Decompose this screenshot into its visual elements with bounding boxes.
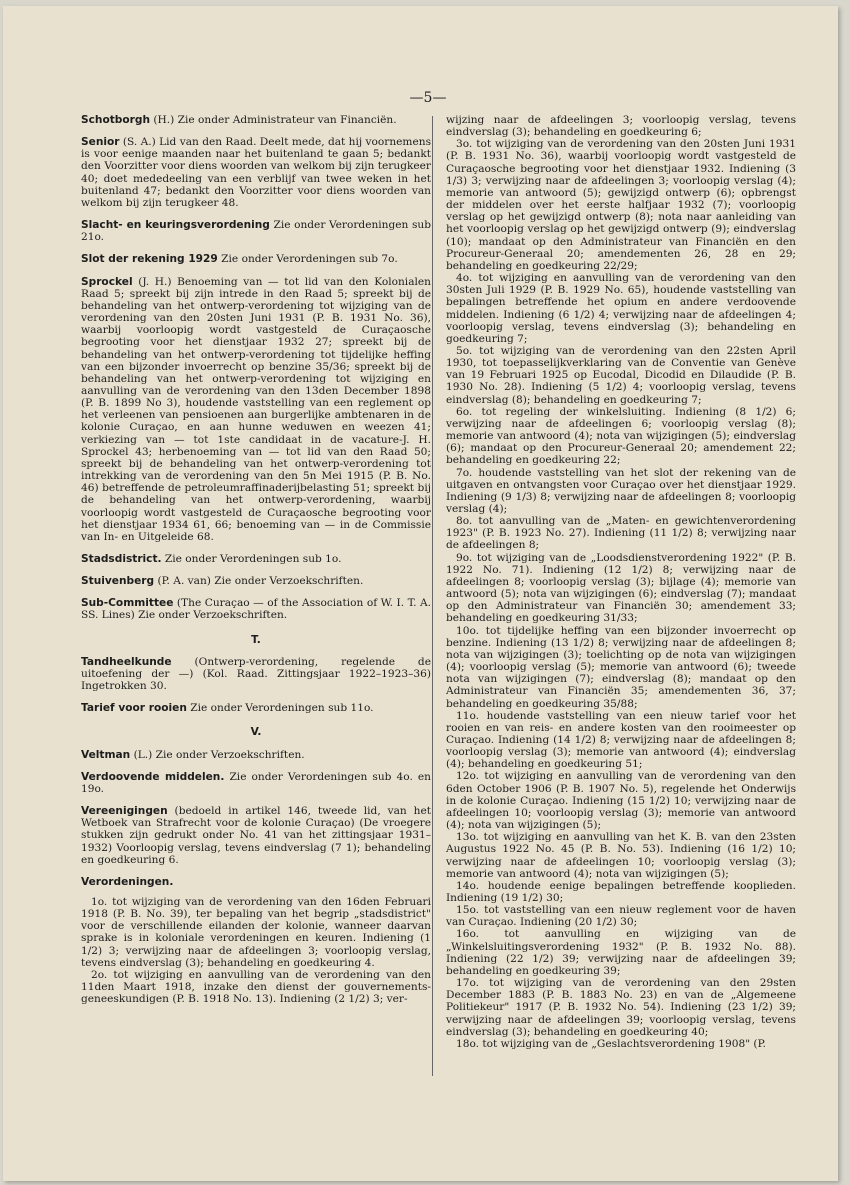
- column-divider: [432, 116, 433, 1076]
- index-entry: Sprockel (J. H.) Benoeming van — tot lid van den Kolonialen Raad 5; spreekt bij zijn intrede in den Raad 5; spreekt bij de behandeling van het ontwerp-verordening tot wijziging van de verordening van den 20sten Juni 1931 (P. B. 1931 No. 36), waarbij voorloopig wordt vastgesteld de Curaçaosche begrooting voor het dienstjaar 1932 27; spreekt bij de behandeling van het ontwerp-verordening tot tijdelijke heffing van een bijzonder invoerrecht op benzine 35/36; spreekt bij de behandeling van het ontwerp-verordening tot wijziging en aanvulling van de verordening van den 13den December 1898 (P. B. 1899 No 3), houdende vaststelling van een reglement op het verleenen van pensioenen aan burgerlijke ambtenaren in de kolonie Curaçao, en aan hunne weduwen en weezen 41; verkiezing van — tot 1ste candidaat in de vacature-J. H. Sprockel 43; herbenoeming van — tot lid van den Raad 50; spreekt bij de behandeling van het ontwerp-verordening tot intrekking van de verordening van den 5n Mei 1915 (P. B. No. 46) betreffende de petroleumraffinaderijbelasting 51; spreekt bij de behandeling van het ontwerp-verordening, waarbij voorloopig wordt vastgesteld de Curaçaosche begrooting voor het dienstjaar 1934 61, 66; benoeming van — in de Commissie van In- en Uitgeleide 68.: [81, 275, 431, 543]
- list-item: 14o. houdende eenige bepalingen betreffende kooplieden. Indiening (19 1/2) 30;: [446, 879, 796, 904]
- list-item: 15o. tot vaststelling van een nieuw reglement voor de haven van Curaçao. Indiening (20 1/2) 30;: [446, 904, 796, 929]
- list-item: 16o. tot aanvulling en wijziging van de „Winkelsluitingsverordening 1932" (P. B. 1932 No. 88). Indiening (22 1/2) 39; verwijzing naar de afdeelingen 39; behandeling en goedkeuring 39;: [446, 928, 796, 977]
- index-entry: Senior (S. A.) Lid van den Raad. Deelt mede, dat hij voornemens is voor eenige maanden naar het buitenland te gaan 5; bedankt den Voorzitter voor diens woorden van welkom bij zijn terugkeer 40; doet mededeeling van een verblijf van twee weken in het buitenland 47; bedankt den Voorzitter voor diens woorden van welkom bij zijn terugkeer 48.: [81, 136, 432, 209]
- index-entry: Schotborgh (H.) Zie onder Administrateur van Financiën.: [81, 114, 397, 126]
- list-item: 8o. tot aanvulling van de „Maten- en gewichtenverordening 1923" (P. B. 1923 No. 27). Indiening (11 1/2) 8; verwijzing naar de afdeelingen 8;: [446, 515, 796, 552]
- index-entry: Vereenigingen (bedoeld in artikel 146, tweede lid, van het Wetboek van Strafrecht voor de kolonie Curaçao) (De vroegere stukken zijn gedrukt onder No. 41 van het zittingsjaar 1931–1932) Voorloopig verslag, tevens eindverslag (7 1); behandeling en goedkeuring 6.: [81, 805, 431, 866]
- list-item: 9o. tot wijziging van de „Loodsdienstverordening 1922" (P. B. 1922 No. 71). Indiening (12 1/2) 8; verwijzing naar de afdeelingen 8; voorloopig verslag (3); bijlage (4); memorie van antwoord (5); nota van wijzigingen (6); eindverslag (7); mandaat op den Administrateur van Financiën 30; amendement 33; behandeling en goedkeuring 31/33;: [446, 551, 796, 625]
- list-item: 11o. houdende vaststelling van een nieuw tarief voor het rooien en van reis- en andere kosten van den rooimeester op Curaçao. Indiening (14 1/2) 8; verwijzing naar de afdeelingen 8; voorloopig verslag (3); memorie van antwoord (4); eindverslag (4); behandeling en goedkeuring 51;: [446, 709, 796, 771]
- index-entry: Tarief voor rooien Zie onder Verordeningen sub 11o.: [81, 702, 374, 715]
- page-number: —5—: [409, 90, 447, 106]
- list-item: 4o. tot wijziging en aanvulling van de verordening van den 30sten Juli 1929 (P. B. 1929 No. 65), houdende vaststelling van bepalingen betreffende het opium en andere verdoovende middelen. Indiening (6 1/2) 4; verwijzing naar de afdeelingen 4; voorloopig verslag, tevens eindverslag (3); behandeling en goedkeuring 7;: [446, 272, 796, 345]
- right-column: [446, 114, 796, 1050]
- list-item: 17o. tot wijziging van de verordening van den 29sten December 1883 (P. B. 1883 No. 23) en van de „Algemeene Politiekeur" 1917 (P. B. 1932 No. 54). Indiening (23 1/2) 39; verwijzing naar de afdeelingen 39; voorloopig verslag, tevens eindverslag (3); behandeling en goedkeuring 40;: [446, 977, 796, 1038]
- list-item-continued: wijzing naar de afdeelingen 3; voorloopig verslag, tevens eindverslag (3); behandeling en goedkeuring 6;: [446, 114, 796, 139]
- list-item: 6o. tot regeling der winkelsluiting. Indiening (8 1/2) 6; verwijzing naar de afdeelingen 6; voorloopig verslag (8); memorie van antwoord (4); nota van wijzigingen (5); eindverslag (6); mandaat op den Procureur-Generaal 20; amendement 22; behandeling en goedkeuring 22;: [446, 405, 796, 467]
- left-column: [81, 114, 431, 1005]
- index-entry: Verdoovende middelen. Zie onder Verordeningen sub 4o. en 19o.: [81, 770, 431, 795]
- list-item: 13o. tot wijziging en aanvulling van het K. B. van den 23sten Augustus 1922 No. 45 (P. B. No. 53). Indiening (16 1/2) 10; verwijzing naar de afdeelingen 10; voorloopig verslag (3); memorie van antwoord (4); nota van wijzigingen (5);: [446, 831, 796, 880]
- list-item: 3o. tot wijziging van de verordening van den 20sten Juni 1931 (P. B. 1931 No. 36), waarbij voorloopig wordt vastgesteld de Curaçaosche begrooting voor het dienstjaar 1932. Indiening (3 1/3) 3; verwijzing naar de afdeelingen 3; voorloopig verslag (4); memorie van antwoord (5); gewijzigd ontwerp (6); opbrengst der middelen over het eerste halfjaar 1932 (7); voorloopig verslag op het gewijzigd ontwerp (8); nota naar aanleiding van het voorloopig verslag op het gewijzigd ontwerp (9); eindverslag (10); mandaat op den Administrateur van Financiën en den Procureur-Generaal 20; amendementen 26, 28 en 29; behandeling en goedkeuring 22/29;: [446, 138, 796, 272]
- list-item: 10o. tot tijdelijke heffing van een bijzonder invoerrecht op benzine. Indiening (13 1/2) 8; verwijzing naar de afdeelingen 8; nota van wijzigingen (3); toelichting op de nota van wijzigingen (4); voorloopig verslag (5); memorie van antwoord (6); tweede nota van wijzigingen (7); eindverslag (8); mandaat op den Administrateur van Financiën 35; amendementen 36, 37; behandeling en goedkeuring 35/88;: [446, 624, 796, 710]
- verordeningen-heading: Verordeningen.: [81, 875, 174, 888]
- index-entry: Sub-Committee (The Curaçao — of the Association of W. I. T. A. SS. Lines) Zie onder Verzoekschriften.: [81, 597, 431, 622]
- index-entry: Slacht- en keuringsverordening Zie onder Verordeningen sub 21o.: [81, 219, 432, 244]
- index-entry: Slot der rekening 1929 Zie onder Verordeningen sub 7o.: [81, 253, 398, 266]
- list-item: 2o. tot wijziging en aanvulling van de verordening van den 11den Maart 1918, inzake den dienst der gouvernements-geneeskundigen (P. B. 1918 No. 13). Indiening (2 1/2) 3; ver-: [81, 968, 431, 1006]
- section-letter-t: T.: [251, 633, 261, 646]
- list-item: 12o. tot wijziging en aanvulling van de verordening van den 6den October 1906 (P. B. 1907 No. 5), regelende het Onderwijs in de kolonie Curaçao. Indiening (15 1/2) 10; verwijzing naar de afdeelingen 10; voorloopig verslag (3); memorie van antwoord (4); nota van wijzigingen (5);: [446, 770, 796, 832]
- index-entry: Stuivenberg (P. A. van) Zie onder Verzoekschriften.: [81, 575, 364, 588]
- index-entry: Tandheelkunde (Ontwerp-verordening, regelende de uitoefening der —) (Kol. Raad. Zittingsjaar 1922–1923–36) Ingetrokken 30.: [81, 655, 431, 693]
- section-letter-v: V.: [250, 726, 262, 739]
- document-page: [3, 6, 838, 1181]
- list-item: 18o. tot wijziging van de „Geslachtsverordening 1908" (P.: [456, 1037, 766, 1050]
- index-entry: Stadsdistrict. Zie onder Verordeningen sub 1o.: [81, 553, 342, 565]
- list-item: 1o. tot wijziging van de verordening van den 16den Februari 1918 (P. B. No. 39), ter bepaling van het begrip „stadsdistrict" voor de verschillende eilanden der kolonie, wanneer daarvan sprake is in koloniale verordeningen en keuren. Indiening (1 1/2) 3; verwijzing naar de afdeelingen 3; voorloopig verslag, tevens eindverslag (3); behandeling en goedkeuring 4.: [81, 895, 431, 969]
- list-item: 7o. houdende vaststelling van het slot der rekening van de uitgaven en ontvangsten voor Curaçao over het dienstjaar 1929. Indiening (9 1/3) 8; verwijzing naar de afdeelingen 8; voorloopig verslag (4);: [446, 466, 796, 515]
- list-item: 5o. tot wijziging van de verordening van den 22sten April 1930, tot toepasselijkverklaring van de Conventie van Genève van 19 Februari 1925 op Eucodal, Dicodid en Dilaudide (P. B. 1930 No. 28). Indiening (5 1/2) 4; voorloopig verslag, tevens eindverslag (8); behandeling en goedkeuring 7;: [446, 344, 796, 406]
- index-entry: Veltman (L.) Zie onder Verzoekschriften.: [81, 748, 305, 761]
